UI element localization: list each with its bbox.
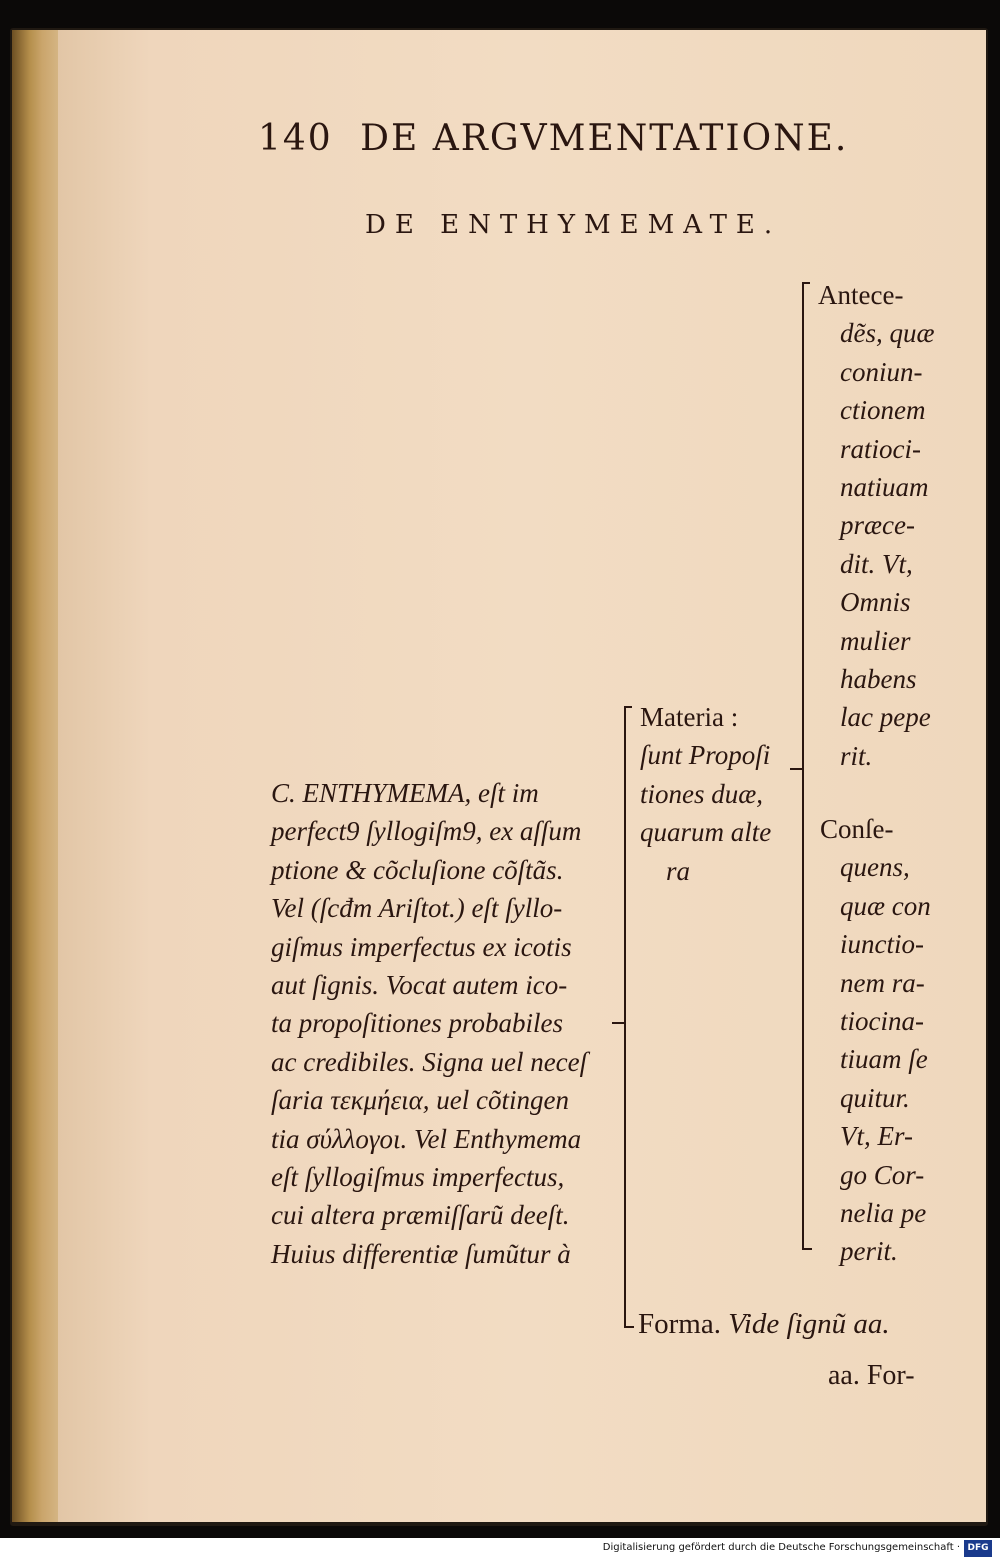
consequens-line: nelia pe bbox=[840, 1198, 927, 1229]
main-text-line: aut ſignis. Vocat autem ico- bbox=[271, 970, 568, 1001]
catchword: aa. For- bbox=[828, 1360, 915, 1391]
consequens-line: tiocina- bbox=[840, 1006, 924, 1037]
antecedens-line: coniun- bbox=[840, 356, 923, 387]
materia-line: tiones duæ, bbox=[640, 778, 764, 809]
materia-line: Materia : bbox=[640, 702, 739, 732]
antecedens-line: Antece- bbox=[818, 280, 904, 310]
materia-column bbox=[640, 698, 810, 890]
antecedens-line: habens bbox=[840, 664, 917, 695]
materia-line: quarum alte bbox=[640, 817, 772, 848]
consequens-line: quæ con bbox=[840, 890, 931, 921]
antecedens-line: natiuam bbox=[840, 472, 929, 503]
main-text-line: perfect9 ſyllogiſm9, ex aſſum bbox=[271, 816, 582, 847]
consequens-line: go Cor- bbox=[840, 1159, 925, 1190]
antecedens-line: dẽs, quæ bbox=[840, 318, 935, 349]
consequens-line: quens, bbox=[840, 852, 910, 883]
consequens-line: Vt, Er- bbox=[840, 1121, 913, 1152]
consequens-line: iunctio- bbox=[840, 929, 924, 960]
main-text-line: C. ENTHYMEMA, eſt im bbox=[271, 778, 539, 808]
antecedens-line: ratioci- bbox=[840, 433, 921, 464]
section-title: DE ENTHYMEMATE. bbox=[365, 210, 782, 240]
main-text-line: Vel (ſcđm Ariſtot.) eſt ſyllo- bbox=[271, 893, 563, 924]
antecedens-line: præce- bbox=[840, 510, 915, 541]
antecedens-column bbox=[818, 276, 978, 775]
consequens-line: Conſe- bbox=[820, 814, 894, 844]
antecedens-line: mulier bbox=[840, 625, 911, 656]
consequens-line: quitur. bbox=[840, 1082, 910, 1113]
main-definition-text bbox=[271, 774, 611, 1273]
footer-credit: Digitalisierung gefördert durch die Deutsche Forschungsgemeinschaft · bbox=[602, 1542, 960, 1553]
forma-text: Vide ſignũ aa. bbox=[728, 1308, 890, 1340]
main-text-line: ſaria τεκμήεια, uel cõtingen bbox=[271, 1085, 569, 1116]
main-text-line: ac credibiles. Signa uel neceſ bbox=[271, 1046, 588, 1077]
materia-line: ſunt Propoſi bbox=[640, 740, 771, 771]
antecedens-line: rit. bbox=[840, 740, 873, 771]
main-text-line: cui altera præmiſſarũ deeſt. bbox=[271, 1200, 570, 1231]
antecedens-line: lac pepe bbox=[840, 702, 931, 733]
book-page bbox=[58, 30, 986, 1522]
forma-line bbox=[638, 1308, 890, 1341]
dfg-logo-icon: DFG bbox=[964, 1540, 992, 1557]
main-text-line: tia σύλλογοι. Vel Enthymema bbox=[271, 1123, 582, 1154]
forma-label: Forma. bbox=[638, 1308, 721, 1340]
consequens-line: tiuam ſe bbox=[840, 1044, 928, 1075]
consequens-line: perit. bbox=[840, 1236, 898, 1267]
main-text-line: ta propoſitiones probabiles bbox=[271, 1008, 564, 1039]
running-title: DE ARGVMENTATIONE. bbox=[360, 118, 849, 159]
book-edge bbox=[12, 30, 62, 1522]
antecedens-line: dit. Vt, bbox=[840, 548, 913, 579]
materia-line: ra bbox=[666, 855, 691, 886]
consequens-column bbox=[820, 810, 980, 1271]
page-number: 140 bbox=[258, 118, 333, 159]
consequens-line: nem ra- bbox=[840, 967, 925, 998]
main-text-line: Huius differentiæ ſumũtur à bbox=[271, 1238, 571, 1269]
main-text-line: eſt ſyllogiſmus imperfectus, bbox=[271, 1162, 565, 1193]
page-header bbox=[258, 118, 848, 159]
antecedens-line: ctionem bbox=[840, 395, 926, 426]
main-text-line: giſmus imperfectus ex icotis bbox=[271, 931, 572, 962]
antecedens-line: Omnis bbox=[840, 587, 911, 618]
main-text-line: ptione & cõcluſione cõſtãs. bbox=[271, 854, 564, 885]
